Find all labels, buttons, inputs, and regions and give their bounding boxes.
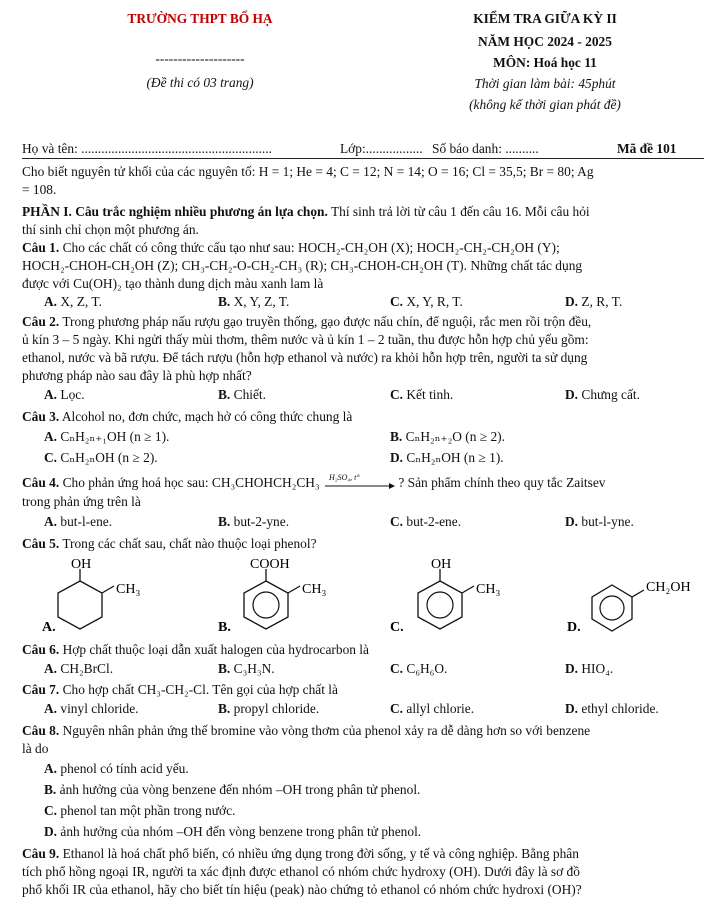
structure-c-label: C.: [390, 620, 404, 635]
q3-option-a[interactable]: A. CₙH₂ₙ₊₁OH (n ≥ 1).: [44, 429, 170, 444]
q2-option-d[interactable]: D. Chưng cất.: [565, 387, 640, 402]
question-4: Câu 4. Cho phản ứng hoá học sau: CH₃CHOHCH₂CH₃ H₂SO₄, t° ? Sản phẩm chính theo quy tắc Zaitsev: [22, 474, 606, 491]
q6-option-d[interactable]: D. HIO₄.: [565, 661, 614, 676]
q1-option-b[interactable]: B. X, Y, Z, T.: [218, 294, 290, 309]
divider: [22, 158, 704, 159]
school-name: TRƯỜNG THPT BỐ HẠ: [127, 11, 273, 26]
q7-option-a[interactable]: A. vinyl chloride.: [44, 701, 139, 716]
school-year: NĂM HỌC 2024 - 2025: [478, 34, 612, 49]
q4-option-b[interactable]: B. but-2-yne.: [218, 514, 290, 529]
q3-option-d[interactable]: D. CₙH₂ₙOH (n ≥ 1).: [390, 450, 504, 465]
structure-d-label: D.: [567, 620, 581, 635]
q2-option-a[interactable]: A. Lọc.: [44, 387, 85, 402]
q1-option-d[interactable]: D. Z, R, T.: [565, 294, 623, 309]
question-9-line2: tích phổ hồng ngoại IR, người ta xác định được ethanol có nhóm chức hydroxy (OH). Dưới đây là sơ đồ: [22, 864, 580, 879]
q3-option-b[interactable]: B. CₙH₂ₙ₊₂O (n ≥ 2).: [390, 429, 505, 444]
question-4-line2: trong phản ứng trên là: [22, 494, 141, 509]
question-2: Câu 2. Trong phương pháp nấu rượu gạo truyền thống, gạo được nấu chín, để nguội, rắc men rồi trộn đều,: [22, 314, 592, 329]
question-3: Câu 3. Alcohol no, đơn chức, mạch hở có công thức chung là: [22, 409, 353, 424]
structure-c-ch3: CH₃: [476, 582, 501, 597]
structure-d: [567, 580, 691, 635]
question-9-line3: phổ khối IR của ethanol, hãy cho biết tín hiệu (peak) nào chứng tỏ ethanol có nhóm chức hydroxi (OH)?: [22, 882, 582, 897]
atomic-masses-line2: = 108.: [22, 182, 57, 197]
q8-option-d[interactable]: D. ảnh hưởng của nhóm –OH đến vòng benzene trong phân tử phenol.: [44, 824, 422, 839]
q2-option-c[interactable]: C. Kết tinh.: [390, 387, 454, 402]
structure-a: [42, 557, 140, 635]
question-1-line2: HOCH₂-CHOH-CH₂OH (Z); CH₃-CH₂-O-CH₂-CH₃ (R); CH₃-CHOH-CH₂OH (T). Những chất tác dụng: [22, 258, 583, 273]
subject: MÔN: Hoá học 11: [493, 55, 597, 70]
question-5: Câu 5. Trong các chất sau, chất nào thuộc loại phenol?: [22, 536, 317, 551]
q7-option-c[interactable]: C. allyl chlorie.: [390, 701, 475, 716]
part1-instruction: PHẦN I. Câu trắc nghiệm nhiều phương án lựa chọn. Thí sinh trả lời từ câu 1 đến câu 16. Mỗi câu hỏi: [22, 204, 590, 219]
exam-code: Mã đề 101: [617, 141, 677, 156]
structure-b-cooh: COOH: [250, 557, 290, 572]
reaction-arrow: [323, 472, 395, 491]
question-2-line3: ethanol, nước và bã rượu. Để tách rượu (hỗn hợp ethanol và nước) ra khỏi hỗn hợp trên, người ta sử dụng: [22, 350, 588, 365]
structure-b-ch3: CH₃: [302, 582, 327, 597]
structure-d-ch2oh: CH₂OH: [646, 580, 691, 595]
atomic-masses-line1: Cho biết nguyên tử khối của các nguyên tố: H = 1; He = 4; C = 12; N = 14; O = 16; Cl = 35,5; Br = 80; Ag: [22, 164, 594, 179]
exam-time: Thời gian làm bài: 45phút: [474, 76, 616, 91]
part1-instruction-2: thí sinh chỉ chọn một phương án.: [22, 222, 199, 237]
question-9: Câu 9. Ethanol là hoá chất phổ biến, có nhiều ứng dụng trong đời sống, y tế và công nghiệp. Bằng phân: [22, 846, 579, 861]
q1-option-a[interactable]: A. X, Z, T.: [44, 294, 102, 309]
question-6: Câu 6. Hợp chất thuộc loại dẫn xuất halogen của hydrocarbon là: [22, 642, 369, 657]
question-7: Câu 7. Cho hợp chất CH₃-CH₂-Cl. Tên gọi của hợp chất là: [22, 682, 338, 697]
question-2-line2: ủ kín 3 – 5 ngày. Khi ngửi thấy mùi thơm, thêm nước và ủ kín 1 – 2 tuần, thu được hỗn hợp chủ yếu gồm:: [22, 332, 589, 347]
structure-a-oh: OH: [71, 557, 92, 572]
q6-option-c[interactable]: C. C₆H₆O.: [390, 661, 448, 676]
phenol-structures: [30, 555, 710, 635]
question-8-line2: là do: [22, 741, 49, 756]
structure-a-ch3: CH₃: [116, 582, 141, 597]
pages-note: (Đề thi có 03 trang): [146, 75, 254, 90]
question-2-line4: phương pháp nào sau đây là phù hợp nhất?: [22, 368, 252, 383]
structure-c-oh: OH: [431, 557, 452, 572]
q6-option-b[interactable]: B. C₃H₃N.: [218, 661, 275, 676]
name-label: Họ và tên: .........................................................: [22, 141, 272, 156]
q7-option-d[interactable]: D. ethyl chloride.: [565, 701, 659, 716]
header-dashes: --------------------: [155, 51, 245, 66]
q4-option-a[interactable]: A. but-l-ene.: [44, 514, 113, 529]
q8-option-b[interactable]: B. ảnh hưởng của vòng benzene đến nhóm –OH trong phân tử phenol.: [44, 782, 421, 797]
arrow-icon: [323, 477, 395, 491]
q6-option-a[interactable]: A. CH₂BrCl.: [44, 661, 114, 676]
q4-option-c[interactable]: C. but-2-ene.: [390, 514, 462, 529]
part1-title: PHẦN I. Câu trắc nghiệm nhiều phương án lựa chọn.: [22, 204, 328, 219]
q4-option-d[interactable]: D. but-l-yne.: [565, 514, 634, 529]
q2-option-b[interactable]: B. Chiết.: [218, 387, 266, 402]
question-1-line3: được với Cu(OH)₂ tạo thành dung dịch màu xanh lam là: [22, 276, 324, 291]
q1-option-c[interactable]: C. X, Y, R, T.: [390, 294, 463, 309]
structure-a-label: A.: [42, 620, 56, 635]
question-1: Câu 1. Cho các chất có công thức cấu tạo như sau: HOCH₂-CH₂OH (X); HOCH₂-CH₂-CH₂OH (Y);: [22, 240, 560, 255]
q7-option-b[interactable]: B. propyl chloride.: [218, 701, 320, 716]
structure-b: [218, 557, 326, 635]
student-id-label: Số báo danh: ..........: [432, 141, 539, 156]
q8-option-a[interactable]: A. phenol có tính acid yếu.: [44, 761, 189, 776]
exam-time-note: (không kể thời gian phát đề): [469, 97, 621, 112]
class-label: Lớp:.................: [340, 141, 423, 156]
question-8: Câu 8. Nguyên nhân phản ứng thế bromine vào vòng thơm của phenol xảy ra dễ dàng hơn so với benzene: [22, 723, 591, 738]
q8-option-c[interactable]: C. phenol tan một phần trong nước.: [44, 803, 236, 818]
reaction-condition: H₂SO₄, t°: [329, 472, 360, 482]
q3-option-c[interactable]: C. CₙH₂ₙOH (n ≥ 2).: [44, 450, 158, 465]
exam-title: KIỂM TRA GIỮA KỲ II: [473, 11, 617, 26]
structure-c: [390, 557, 500, 635]
structure-b-label: B.: [218, 620, 231, 635]
